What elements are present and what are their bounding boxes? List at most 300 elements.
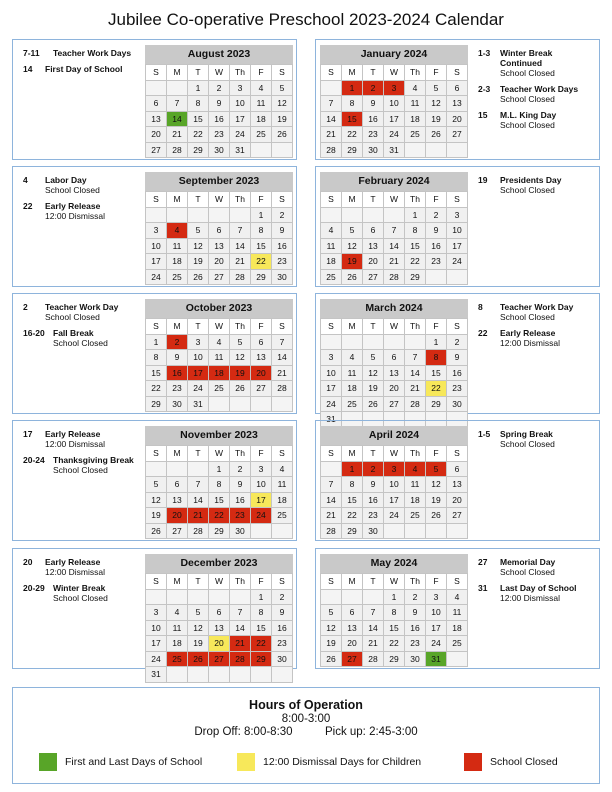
day-cell: 6	[209, 605, 230, 621]
event-sub: 12:00 Dismissal	[45, 439, 105, 449]
event-sub: 12:00 Dismissal	[500, 593, 560, 603]
weekday-header: F	[251, 574, 272, 590]
month-grid	[320, 573, 468, 667]
weekday-header: W	[209, 446, 230, 462]
month-title: November 2023	[145, 426, 293, 445]
day-cell: 4	[167, 605, 188, 621]
weekday-header: S	[447, 65, 468, 81]
event-label: Last Day of School	[500, 583, 577, 593]
day-cell: 22	[251, 636, 272, 652]
day-cell: 12	[426, 96, 447, 112]
event-sub: 12:00 Dismissal	[45, 567, 105, 577]
weekday-header: T	[363, 192, 384, 208]
day-cell: 8	[188, 96, 209, 112]
month-notes	[23, 48, 141, 80]
weekday-header: F	[251, 319, 272, 335]
day-cell: 11	[342, 366, 363, 382]
day-cell: 9	[447, 350, 468, 366]
day-cell: 28	[230, 270, 251, 286]
day-cell: 5	[230, 335, 251, 351]
day-cell: 2	[363, 462, 384, 478]
day-cell: 5	[363, 350, 384, 366]
event-sub: School Closed	[500, 68, 555, 78]
day-cell: 24	[321, 397, 342, 413]
day-cell: 1	[342, 462, 363, 478]
month-panel	[315, 420, 600, 541]
day-cell: 5	[188, 223, 209, 239]
weekday-header: T	[188, 574, 209, 590]
weekday-header: W	[209, 192, 230, 208]
day-cell: 31	[426, 652, 447, 668]
weekday-header: S	[146, 192, 167, 208]
month-calendar	[320, 426, 468, 539]
weekday-header: W	[209, 65, 230, 81]
event-date: 22	[23, 201, 33, 211]
month-notes	[478, 429, 596, 455]
hours-title: Hours of Operation	[249, 698, 363, 712]
day-cell: 24	[146, 270, 167, 286]
day-cell: 18	[447, 621, 468, 637]
weekday-header: M	[342, 65, 363, 81]
day-cell: 30	[405, 652, 426, 668]
day-cell: 28	[188, 524, 209, 540]
month-grid	[320, 191, 468, 285]
day-cell: 29	[342, 143, 363, 159]
day-cell: 24	[146, 652, 167, 668]
day-cell: 19	[230, 366, 251, 382]
day-cell: 5	[426, 462, 447, 478]
event-label: M.L. King Day	[500, 110, 557, 120]
day-cell: 11	[167, 621, 188, 637]
day-cell: 3	[146, 223, 167, 239]
day-cell: 27	[209, 270, 230, 286]
hours-dropoff: Drop Off: 8:00-8:30	[194, 726, 293, 738]
day-cell: 5	[342, 223, 363, 239]
empty-cell	[321, 208, 342, 224]
day-cell: 8	[251, 223, 272, 239]
legend-label: 12:00 Dismissal Days for Children	[263, 756, 422, 768]
day-cell: 25	[167, 652, 188, 668]
weekday-header: Th	[230, 319, 251, 335]
day-cell: 4	[251, 81, 272, 97]
day-cell: 13	[342, 621, 363, 637]
day-cell: 21	[167, 127, 188, 143]
day-cell: 18	[321, 254, 342, 270]
empty-cell	[342, 590, 363, 606]
day-cell: 14	[230, 621, 251, 637]
event-date: 20	[23, 557, 33, 567]
day-cell: 28	[321, 143, 342, 159]
day-cell: 15	[188, 112, 209, 128]
day-cell: 10	[447, 223, 468, 239]
day-cell: 9	[272, 605, 293, 621]
empty-cell	[230, 208, 251, 224]
event-date: 14	[23, 64, 33, 74]
month-panel	[315, 548, 600, 669]
event-note	[23, 328, 141, 348]
day-cell: 12	[426, 477, 447, 493]
empty-cell	[405, 143, 426, 159]
day-cell: 21	[230, 254, 251, 270]
empty-cell	[146, 462, 167, 478]
month-grid	[145, 318, 293, 412]
day-cell: 26	[342, 270, 363, 286]
day-cell: 24	[447, 254, 468, 270]
day-cell: 10	[251, 477, 272, 493]
day-cell: 16	[363, 493, 384, 509]
day-cell: 19	[188, 254, 209, 270]
event-label: Early Release	[45, 201, 101, 211]
month-grid	[145, 573, 293, 683]
month-title: September 2023	[145, 172, 293, 191]
event-date: 1-3	[478, 48, 491, 58]
day-cell: 1	[209, 462, 230, 478]
day-cell: 7	[405, 350, 426, 366]
empty-cell	[230, 590, 251, 606]
day-cell: 16	[447, 366, 468, 382]
weekday-header: Th	[405, 446, 426, 462]
day-cell: 19	[426, 112, 447, 128]
day-cell: 20	[447, 112, 468, 128]
event-sub: School Closed	[45, 312, 100, 322]
day-cell: 25	[321, 270, 342, 286]
event-label: Early Release	[45, 429, 101, 439]
day-cell: 25	[447, 636, 468, 652]
day-cell: 11	[251, 96, 272, 112]
day-cell: 13	[447, 477, 468, 493]
day-cell: 11	[209, 350, 230, 366]
day-cell: 10	[426, 605, 447, 621]
event-sub: 12:00 Dismissal	[500, 338, 560, 348]
day-cell: 4	[342, 350, 363, 366]
empty-cell	[384, 335, 405, 351]
day-cell: 28	[321, 524, 342, 540]
empty-cell	[230, 397, 251, 413]
event-note	[23, 64, 141, 74]
day-cell: 5	[272, 81, 293, 97]
day-cell: 11	[167, 239, 188, 255]
month-panel	[12, 39, 297, 160]
day-cell: 4	[447, 590, 468, 606]
day-cell: 15	[342, 112, 363, 128]
day-cell: 27	[146, 143, 167, 159]
weekday-header: S	[146, 319, 167, 335]
day-cell: 14	[363, 621, 384, 637]
day-cell: 14	[321, 112, 342, 128]
weekday-header: T	[188, 319, 209, 335]
month-title: August 2023	[145, 45, 293, 64]
weekday-header: T	[363, 319, 384, 335]
day-cell: 19	[342, 254, 363, 270]
legend-label: School Closed	[490, 756, 558, 768]
day-cell: 3	[384, 462, 405, 478]
event-note	[478, 302, 596, 322]
event-sub: School Closed	[500, 185, 555, 195]
event-note	[23, 48, 141, 58]
event-note	[23, 175, 141, 195]
weekday-header: W	[384, 574, 405, 590]
event-sub: School Closed	[45, 185, 100, 195]
day-cell: 17	[146, 254, 167, 270]
event-date: 1-5	[478, 429, 491, 439]
empty-cell	[230, 667, 251, 683]
empty-cell	[167, 462, 188, 478]
empty-cell	[146, 81, 167, 97]
empty-cell	[167, 208, 188, 224]
day-cell: 1	[405, 208, 426, 224]
empty-cell	[447, 524, 468, 540]
empty-cell	[272, 524, 293, 540]
day-cell: 22	[188, 127, 209, 143]
day-cell: 4	[209, 335, 230, 351]
weekday-header: M	[167, 574, 188, 590]
day-cell: 11	[321, 239, 342, 255]
empty-cell	[447, 270, 468, 286]
day-cell: 3	[426, 590, 447, 606]
day-cell: 12	[272, 96, 293, 112]
empty-cell	[363, 335, 384, 351]
empty-cell	[426, 270, 447, 286]
day-cell: 19	[363, 381, 384, 397]
day-cell: 10	[384, 477, 405, 493]
day-cell: 13	[363, 239, 384, 255]
weekday-header: S	[272, 446, 293, 462]
month-panel	[12, 293, 297, 414]
event-date: 20-24	[23, 455, 45, 465]
event-date: 2	[23, 302, 28, 312]
day-cell: 27	[342, 652, 363, 668]
day-cell: 3	[321, 350, 342, 366]
weekday-header: S	[321, 65, 342, 81]
weekday-header: F	[251, 192, 272, 208]
weekday-header: M	[342, 319, 363, 335]
day-cell: 1	[188, 81, 209, 97]
day-cell: 26	[188, 652, 209, 668]
month-notes	[478, 302, 596, 354]
day-cell: 26	[188, 270, 209, 286]
day-cell: 6	[447, 81, 468, 97]
day-cell: 13	[146, 112, 167, 128]
weekday-header: Th	[230, 574, 251, 590]
weekday-header: M	[342, 446, 363, 462]
day-cell: 14	[167, 112, 188, 128]
empty-cell	[167, 81, 188, 97]
month-grid	[320, 318, 468, 428]
day-cell: 17	[321, 381, 342, 397]
day-cell: 22	[251, 254, 272, 270]
day-cell: 23	[272, 254, 293, 270]
weekday-header: W	[209, 319, 230, 335]
day-cell: 25	[272, 508, 293, 524]
day-cell: 31	[230, 143, 251, 159]
event-date: 31	[478, 583, 488, 593]
day-cell: 16	[167, 366, 188, 382]
weekday-header: T	[188, 446, 209, 462]
day-cell: 7	[321, 477, 342, 493]
month-panel	[315, 166, 600, 287]
weekday-header: S	[272, 319, 293, 335]
day-cell: 30	[167, 397, 188, 413]
day-cell: 12	[188, 239, 209, 255]
day-cell: 15	[384, 621, 405, 637]
month-grid	[145, 445, 293, 539]
weekday-header: W	[384, 446, 405, 462]
day-cell: 5	[146, 477, 167, 493]
day-cell: 22	[405, 254, 426, 270]
day-cell: 22	[146, 381, 167, 397]
day-cell: 29	[146, 397, 167, 413]
day-cell: 24	[384, 508, 405, 524]
empty-cell	[426, 524, 447, 540]
empty-cell	[363, 208, 384, 224]
day-cell: 20	[384, 381, 405, 397]
day-cell: 14	[230, 239, 251, 255]
day-cell: 22	[384, 636, 405, 652]
day-cell: 24	[384, 127, 405, 143]
day-cell: 31	[146, 667, 167, 683]
day-cell: 28	[230, 652, 251, 668]
event-label: Winter Break Continued	[500, 48, 553, 68]
empty-cell	[321, 590, 342, 606]
day-cell: 13	[209, 239, 230, 255]
weekday-header: M	[342, 192, 363, 208]
day-cell: 13	[384, 366, 405, 382]
weekday-header: Th	[405, 574, 426, 590]
day-cell: 4	[272, 462, 293, 478]
event-sub: 12:00 Dismissal	[45, 211, 105, 221]
day-cell: 24	[188, 381, 209, 397]
day-cell: 16	[426, 239, 447, 255]
month-title: February 2024	[320, 172, 468, 191]
weekday-header: W	[384, 319, 405, 335]
day-cell: 9	[363, 477, 384, 493]
day-cell: 8	[342, 96, 363, 112]
weekday-header: M	[167, 319, 188, 335]
month-calendar	[145, 299, 293, 412]
empty-cell	[188, 462, 209, 478]
hours-dropoff-pickup	[13, 726, 599, 738]
day-cell: 14	[272, 350, 293, 366]
day-cell: 12	[321, 621, 342, 637]
day-cell: 3	[251, 462, 272, 478]
day-cell: 18	[209, 366, 230, 382]
day-cell: 11	[405, 96, 426, 112]
day-cell: 29	[384, 652, 405, 668]
empty-cell	[167, 590, 188, 606]
day-cell: 6	[167, 477, 188, 493]
empty-cell	[447, 143, 468, 159]
weekday-header: T	[188, 192, 209, 208]
day-cell: 26	[146, 524, 167, 540]
day-cell: 25	[405, 508, 426, 524]
day-cell: 25	[251, 127, 272, 143]
day-cell: 12	[363, 366, 384, 382]
day-cell: 13	[167, 493, 188, 509]
weekday-header: S	[321, 319, 342, 335]
day-cell: 26	[272, 127, 293, 143]
month-grid	[320, 445, 468, 539]
weekday-header: S	[146, 446, 167, 462]
day-cell: 8	[342, 477, 363, 493]
weekday-header: S	[321, 446, 342, 462]
day-cell: 20	[251, 366, 272, 382]
weekday-header: S	[447, 446, 468, 462]
weekday-header: S	[447, 319, 468, 335]
empty-cell	[146, 208, 167, 224]
day-cell: 11	[405, 477, 426, 493]
event-note	[478, 84, 596, 104]
day-cell: 26	[426, 508, 447, 524]
month-panel	[315, 293, 600, 424]
month-notes	[478, 48, 596, 136]
empty-cell	[447, 652, 468, 668]
empty-cell	[272, 397, 293, 413]
event-sub: School Closed	[53, 338, 108, 348]
day-cell: 25	[405, 127, 426, 143]
day-cell: 14	[384, 239, 405, 255]
day-cell: 13	[209, 621, 230, 637]
day-cell: 24	[426, 636, 447, 652]
day-cell: 16	[209, 112, 230, 128]
weekday-header: F	[426, 192, 447, 208]
day-cell: 19	[272, 112, 293, 128]
day-cell: 27	[251, 381, 272, 397]
event-date: 8	[478, 302, 483, 312]
day-cell: 11	[447, 605, 468, 621]
weekday-header: Th	[405, 192, 426, 208]
event-label: Early Release	[500, 328, 556, 338]
day-cell: 9	[363, 96, 384, 112]
event-note	[23, 201, 141, 221]
day-cell: 12	[146, 493, 167, 509]
day-cell: 27	[209, 652, 230, 668]
day-cell: 10	[321, 366, 342, 382]
event-sub: School Closed	[500, 312, 555, 322]
empty-cell	[167, 667, 188, 683]
day-cell: 23	[363, 127, 384, 143]
event-label: Early Release	[45, 557, 101, 567]
day-cell: 1	[342, 81, 363, 97]
month-calendar	[320, 299, 468, 428]
weekday-header: S	[321, 574, 342, 590]
day-cell: 9	[405, 605, 426, 621]
legend-swatch-yellow	[237, 753, 255, 771]
event-sub: School Closed	[500, 94, 555, 104]
day-cell: 1	[426, 335, 447, 351]
day-cell: 3	[447, 208, 468, 224]
month-panel	[12, 420, 297, 541]
day-cell: 27	[167, 524, 188, 540]
event-sub: School Closed	[53, 593, 108, 603]
month-title: March 2024	[320, 299, 468, 318]
day-cell: 3	[188, 335, 209, 351]
weekday-header: S	[447, 574, 468, 590]
day-cell: 21	[188, 508, 209, 524]
event-note	[478, 429, 596, 449]
empty-cell	[321, 81, 342, 97]
event-date: 27	[478, 557, 488, 567]
day-cell: 18	[272, 493, 293, 509]
event-date: 15	[478, 110, 488, 120]
day-cell: 9	[426, 223, 447, 239]
month-calendar	[145, 45, 293, 158]
day-cell: 29	[251, 652, 272, 668]
day-cell: 10	[146, 621, 167, 637]
day-cell: 6	[342, 605, 363, 621]
day-cell: 15	[251, 239, 272, 255]
day-cell: 28	[384, 270, 405, 286]
event-label: Teacher Work Day	[500, 302, 574, 312]
